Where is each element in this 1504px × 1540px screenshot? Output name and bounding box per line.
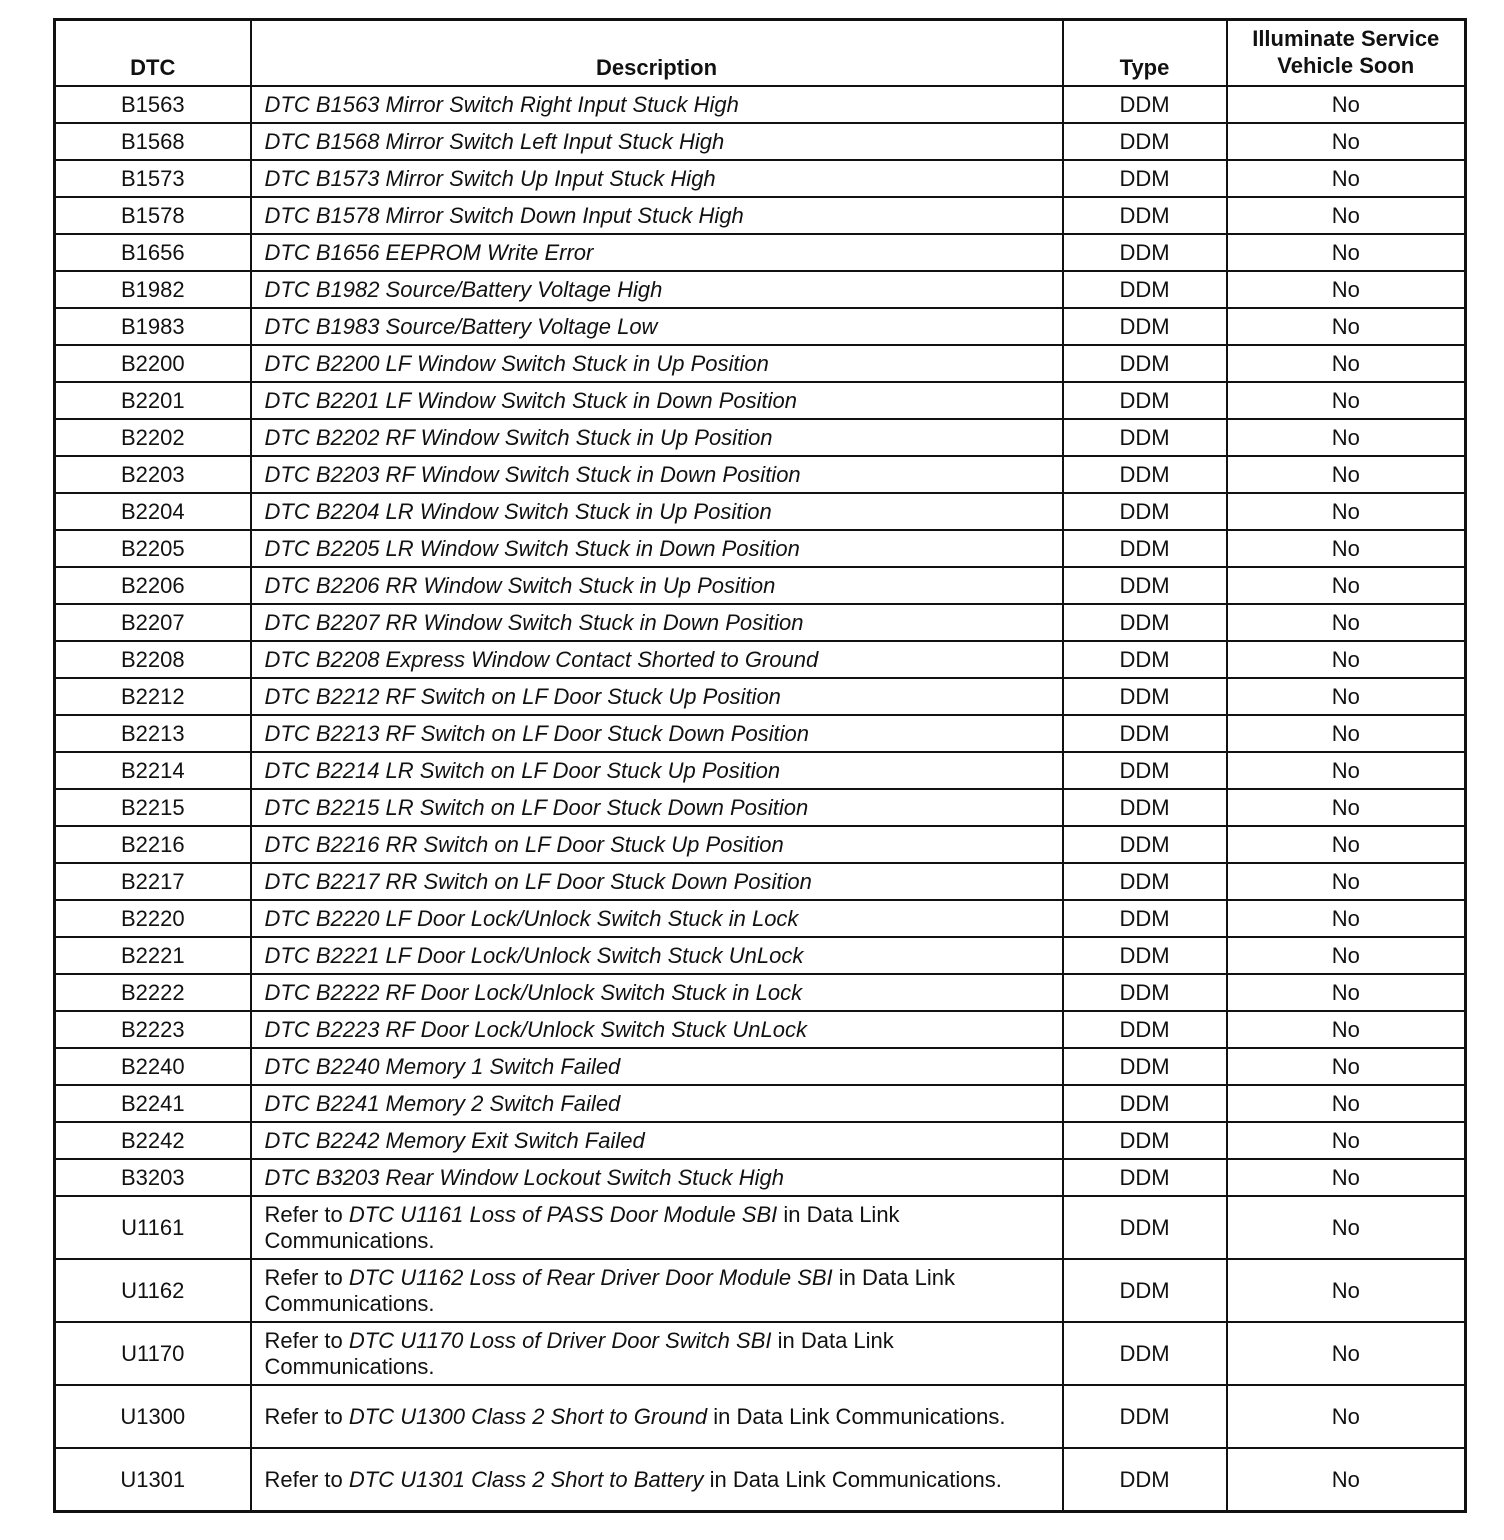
dtc-type: DDM bbox=[1063, 419, 1227, 456]
dtc-illuminate: No bbox=[1227, 641, 1466, 678]
dtc-code: B2202 bbox=[55, 419, 251, 456]
dtc-description: DTC B2221 LF Door Lock/Unlock Switch Stuck UnLock bbox=[251, 937, 1063, 974]
dtc-type: DDM bbox=[1063, 86, 1227, 123]
table-row bbox=[55, 1448, 1466, 1512]
dtc-description: DTC B2213 RF Switch on LF Door Stuck Down Position bbox=[251, 715, 1063, 752]
dtc-description: DTC B2215 LR Switch on LF Door Stuck Down Position bbox=[251, 789, 1063, 826]
dtc-code: B2220 bbox=[55, 900, 251, 937]
refer-prefix: Refer to bbox=[264, 1201, 349, 1227]
refer-suffix: in Data Link Communications. bbox=[707, 1403, 1006, 1429]
dtc-type: DDM bbox=[1063, 345, 1227, 382]
dtc-table bbox=[53, 18, 1467, 1513]
refer-suffix: in Data Link Communications. bbox=[264, 1264, 955, 1316]
dtc-type: DDM bbox=[1063, 530, 1227, 567]
dtc-illuminate: No bbox=[1227, 974, 1466, 1011]
dtc-illuminate: No bbox=[1227, 308, 1466, 345]
dtc-type: DDM bbox=[1063, 493, 1227, 530]
dtc-description: DTC B2205 LR Window Switch Stuck in Down Position bbox=[251, 530, 1063, 567]
dtc-type: DDM bbox=[1063, 974, 1227, 1011]
dtc-code: B2242 bbox=[55, 1122, 251, 1159]
dtc-illuminate: No bbox=[1227, 1196, 1466, 1259]
dtc-illuminate: No bbox=[1227, 382, 1466, 419]
dtc-description bbox=[251, 1259, 1063, 1322]
dtc-description bbox=[251, 1448, 1063, 1512]
refer-suffix: in Data Link Communications. bbox=[264, 1327, 894, 1379]
dtc-code: B1578 bbox=[55, 197, 251, 234]
table-row bbox=[55, 345, 1466, 382]
dtc-illuminate: No bbox=[1227, 345, 1466, 382]
dtc-code: B2205 bbox=[55, 530, 251, 567]
dtc-type: DDM bbox=[1063, 715, 1227, 752]
dtc-illuminate: No bbox=[1227, 1011, 1466, 1048]
table-row bbox=[55, 900, 1466, 937]
dtc-description: DTC B2216 RR Switch on LF Door Stuck Up Position bbox=[251, 826, 1063, 863]
dtc-illuminate: No bbox=[1227, 752, 1466, 789]
dtc-description: DTC B2204 LR Window Switch Stuck in Up Position bbox=[251, 493, 1063, 530]
dtc-code: B2200 bbox=[55, 345, 251, 382]
refer-prefix: Refer to bbox=[264, 1466, 349, 1492]
dtc-illuminate: No bbox=[1227, 1159, 1466, 1196]
dtc-code: B2215 bbox=[55, 789, 251, 826]
dtc-type: DDM bbox=[1063, 197, 1227, 234]
table-row bbox=[55, 678, 1466, 715]
dtc-illuminate: No bbox=[1227, 1448, 1466, 1512]
dtc-type: DDM bbox=[1063, 1048, 1227, 1085]
dtc-illuminate: No bbox=[1227, 1122, 1466, 1159]
table-row bbox=[55, 308, 1466, 345]
dtc-illuminate: No bbox=[1227, 863, 1466, 900]
dtc-type: DDM bbox=[1063, 234, 1227, 271]
dtc-type: DDM bbox=[1063, 567, 1227, 604]
dtc-code: B1563 bbox=[55, 86, 251, 123]
dtc-description: DTC B3203 Rear Window Lockout Switch Stuck High bbox=[251, 1159, 1063, 1196]
dtc-type: DDM bbox=[1063, 752, 1227, 789]
dtc-code: B2212 bbox=[55, 678, 251, 715]
refer-prefix: Refer to bbox=[264, 1403, 349, 1429]
table-row bbox=[55, 1011, 1466, 1048]
dtc-illuminate: No bbox=[1227, 1259, 1466, 1322]
dtc-illuminate: No bbox=[1227, 678, 1466, 715]
table-row bbox=[55, 1322, 1466, 1385]
dtc-description: DTC B2212 RF Switch on LF Door Stuck Up Position bbox=[251, 678, 1063, 715]
dtc-type: DDM bbox=[1063, 271, 1227, 308]
referenced-dtc-title: DTC U1301 Class 2 Short to Battery bbox=[348, 1466, 704, 1492]
dtc-description: DTC B2222 RF Door Lock/Unlock Switch Stuck in Lock bbox=[251, 974, 1063, 1011]
dtc-illuminate: No bbox=[1227, 715, 1466, 752]
dtc-code: B3203 bbox=[55, 1159, 251, 1196]
dtc-code: B2201 bbox=[55, 382, 251, 419]
table-header bbox=[55, 20, 1466, 87]
dtc-code: B1573 bbox=[55, 160, 251, 197]
dtc-illuminate: No bbox=[1227, 86, 1466, 123]
dtc-description bbox=[251, 1196, 1063, 1259]
dtc-description: DTC B2220 LF Door Lock/Unlock Switch Stuck in Lock bbox=[251, 900, 1063, 937]
dtc-illuminate: No bbox=[1227, 123, 1466, 160]
dtc-illuminate: No bbox=[1227, 234, 1466, 271]
header-type: Type bbox=[1063, 20, 1227, 87]
header-row bbox=[55, 20, 1466, 87]
table-row bbox=[55, 419, 1466, 456]
dtc-type: DDM bbox=[1063, 1448, 1227, 1512]
header-illuminate: Illuminate Service Vehicle Soon bbox=[1227, 20, 1466, 87]
dtc-description: DTC B1982 Source/Battery Voltage High bbox=[251, 271, 1063, 308]
dtc-illuminate: No bbox=[1227, 937, 1466, 974]
dtc-description bbox=[251, 1322, 1063, 1385]
dtc-illuminate: No bbox=[1227, 1048, 1466, 1085]
dtc-illuminate: No bbox=[1227, 197, 1466, 234]
table-row bbox=[55, 789, 1466, 826]
table-row bbox=[55, 160, 1466, 197]
dtc-type: DDM bbox=[1063, 1159, 1227, 1196]
dtc-code: B2213 bbox=[55, 715, 251, 752]
dtc-description bbox=[251, 1385, 1063, 1448]
dtc-illuminate: No bbox=[1227, 419, 1466, 456]
table-row bbox=[55, 1085, 1466, 1122]
dtc-code: B2203 bbox=[55, 456, 251, 493]
dtc-type: DDM bbox=[1063, 1385, 1227, 1448]
dtc-description: DTC B2200 LF Window Switch Stuck in Up Position bbox=[251, 345, 1063, 382]
dtc-illuminate: No bbox=[1227, 160, 1466, 197]
table-row bbox=[55, 123, 1466, 160]
table-row bbox=[55, 1122, 1466, 1159]
dtc-code: B2206 bbox=[55, 567, 251, 604]
dtc-illuminate: No bbox=[1227, 1322, 1466, 1385]
dtc-type: DDM bbox=[1063, 641, 1227, 678]
dtc-type: DDM bbox=[1063, 123, 1227, 160]
dtc-type: DDM bbox=[1063, 863, 1227, 900]
table-row bbox=[55, 1048, 1466, 1085]
dtc-description: DTC B2240 Memory 1 Switch Failed bbox=[251, 1048, 1063, 1085]
dtc-code: B1656 bbox=[55, 234, 251, 271]
dtc-code: B2214 bbox=[55, 752, 251, 789]
dtc-type: DDM bbox=[1063, 160, 1227, 197]
dtc-type: DDM bbox=[1063, 789, 1227, 826]
table-row bbox=[55, 826, 1466, 863]
dtc-type: DDM bbox=[1063, 1011, 1227, 1048]
dtc-description: DTC B2214 LR Switch on LF Door Stuck Up Position bbox=[251, 752, 1063, 789]
dtc-code: U1161 bbox=[55, 1196, 251, 1259]
table-row bbox=[55, 715, 1466, 752]
dtc-code: B2217 bbox=[55, 863, 251, 900]
dtc-illuminate: No bbox=[1227, 826, 1466, 863]
table-row bbox=[55, 752, 1466, 789]
dtc-type: DDM bbox=[1063, 1196, 1227, 1259]
dtc-description: DTC B2201 LF Window Switch Stuck in Down Position bbox=[251, 382, 1063, 419]
dtc-code: U1301 bbox=[55, 1448, 251, 1512]
referenced-dtc-title: DTC U1161 Loss of PASS Door Module SBI bbox=[348, 1201, 778, 1227]
table-row bbox=[55, 863, 1466, 900]
table-body bbox=[55, 86, 1466, 1512]
dtc-type: DDM bbox=[1063, 456, 1227, 493]
dtc-code: U1170 bbox=[55, 1322, 251, 1385]
dtc-code: B1982 bbox=[55, 271, 251, 308]
table-row bbox=[55, 234, 1466, 271]
dtc-description: DTC B1563 Mirror Switch Right Input Stuck High bbox=[251, 86, 1063, 123]
table-row bbox=[55, 974, 1466, 1011]
table-row bbox=[55, 382, 1466, 419]
table-row bbox=[55, 530, 1466, 567]
dtc-description: DTC B2242 Memory Exit Switch Failed bbox=[251, 1122, 1063, 1159]
dtc-type: DDM bbox=[1063, 1259, 1227, 1322]
dtc-description: DTC B2217 RR Switch on LF Door Stuck Down Position bbox=[251, 863, 1063, 900]
dtc-code: B2222 bbox=[55, 974, 251, 1011]
header-dtc: DTC bbox=[55, 20, 251, 87]
table-row bbox=[55, 604, 1466, 641]
dtc-type: DDM bbox=[1063, 604, 1227, 641]
dtc-illuminate: No bbox=[1227, 271, 1466, 308]
table-row bbox=[55, 456, 1466, 493]
dtc-code: B2207 bbox=[55, 604, 251, 641]
dtc-code: B2208 bbox=[55, 641, 251, 678]
dtc-type: DDM bbox=[1063, 382, 1227, 419]
dtc-illuminate: No bbox=[1227, 493, 1466, 530]
dtc-code: B2204 bbox=[55, 493, 251, 530]
dtc-description: DTC B2203 RF Window Switch Stuck in Down Position bbox=[251, 456, 1063, 493]
dtc-illuminate: No bbox=[1227, 530, 1466, 567]
dtc-code: B2223 bbox=[55, 1011, 251, 1048]
dtc-code: U1300 bbox=[55, 1385, 251, 1448]
table-row bbox=[55, 567, 1466, 604]
dtc-type: DDM bbox=[1063, 826, 1227, 863]
dtc-code: B2216 bbox=[55, 826, 251, 863]
refer-suffix: in Data Link Communications. bbox=[264, 1201, 900, 1253]
dtc-type: DDM bbox=[1063, 900, 1227, 937]
table-row bbox=[55, 1159, 1466, 1196]
dtc-description: DTC B1568 Mirror Switch Left Input Stuck High bbox=[251, 123, 1063, 160]
table-row bbox=[55, 1385, 1466, 1448]
dtc-type: DDM bbox=[1063, 1085, 1227, 1122]
table-row bbox=[55, 641, 1466, 678]
table-row bbox=[55, 271, 1466, 308]
referenced-dtc-title: DTC U1170 Loss of Driver Door Switch SBI bbox=[348, 1327, 772, 1353]
dtc-description: DTC B1573 Mirror Switch Up Input Stuck High bbox=[251, 160, 1063, 197]
dtc-code: B2241 bbox=[55, 1085, 251, 1122]
dtc-description: DTC B2208 Express Window Contact Shorted to Ground bbox=[251, 641, 1063, 678]
table-row bbox=[55, 86, 1466, 123]
dtc-code: B1568 bbox=[55, 123, 251, 160]
dtc-type: DDM bbox=[1063, 308, 1227, 345]
dtc-type: DDM bbox=[1063, 678, 1227, 715]
table-row bbox=[55, 1196, 1466, 1259]
referenced-dtc-title: DTC U1162 Loss of Rear Driver Door Module SBI bbox=[348, 1264, 833, 1290]
referenced-dtc-title: DTC U1300 Class 2 Short to Ground bbox=[348, 1403, 708, 1429]
dtc-code: B2240 bbox=[55, 1048, 251, 1085]
refer-prefix: Refer to bbox=[264, 1264, 349, 1290]
dtc-code: B1983 bbox=[55, 308, 251, 345]
dtc-illuminate: No bbox=[1227, 567, 1466, 604]
dtc-description: DTC B1983 Source/Battery Voltage Low bbox=[251, 308, 1063, 345]
table-row bbox=[55, 197, 1466, 234]
dtc-description: DTC B1656 EEPROM Write Error bbox=[251, 234, 1063, 271]
dtc-illuminate: No bbox=[1227, 604, 1466, 641]
dtc-type: DDM bbox=[1063, 937, 1227, 974]
dtc-illuminate: No bbox=[1227, 456, 1466, 493]
dtc-type: DDM bbox=[1063, 1122, 1227, 1159]
dtc-illuminate: No bbox=[1227, 789, 1466, 826]
header-description: Description bbox=[251, 20, 1063, 87]
table-row bbox=[55, 1259, 1466, 1322]
dtc-description: DTC B1578 Mirror Switch Down Input Stuck High bbox=[251, 197, 1063, 234]
dtc-code: B2221 bbox=[55, 937, 251, 974]
dtc-description: DTC B2223 RF Door Lock/Unlock Switch Stuck UnLock bbox=[251, 1011, 1063, 1048]
refer-prefix: Refer to bbox=[264, 1327, 349, 1353]
refer-suffix: in Data Link Communications. bbox=[703, 1466, 1002, 1492]
dtc-illuminate: No bbox=[1227, 1385, 1466, 1448]
dtc-type: DDM bbox=[1063, 1322, 1227, 1385]
table-row bbox=[55, 493, 1466, 530]
dtc-description: DTC B2206 RR Window Switch Stuck in Up Position bbox=[251, 567, 1063, 604]
dtc-illuminate: No bbox=[1227, 1085, 1466, 1122]
dtc-description: DTC B2241 Memory 2 Switch Failed bbox=[251, 1085, 1063, 1122]
table-row bbox=[55, 937, 1466, 974]
dtc-description: DTC B2202 RF Window Switch Stuck in Up Position bbox=[251, 419, 1063, 456]
dtc-description: DTC B2207 RR Window Switch Stuck in Down Position bbox=[251, 604, 1063, 641]
dtc-illuminate: No bbox=[1227, 900, 1466, 937]
dtc-code: U1162 bbox=[55, 1259, 251, 1322]
